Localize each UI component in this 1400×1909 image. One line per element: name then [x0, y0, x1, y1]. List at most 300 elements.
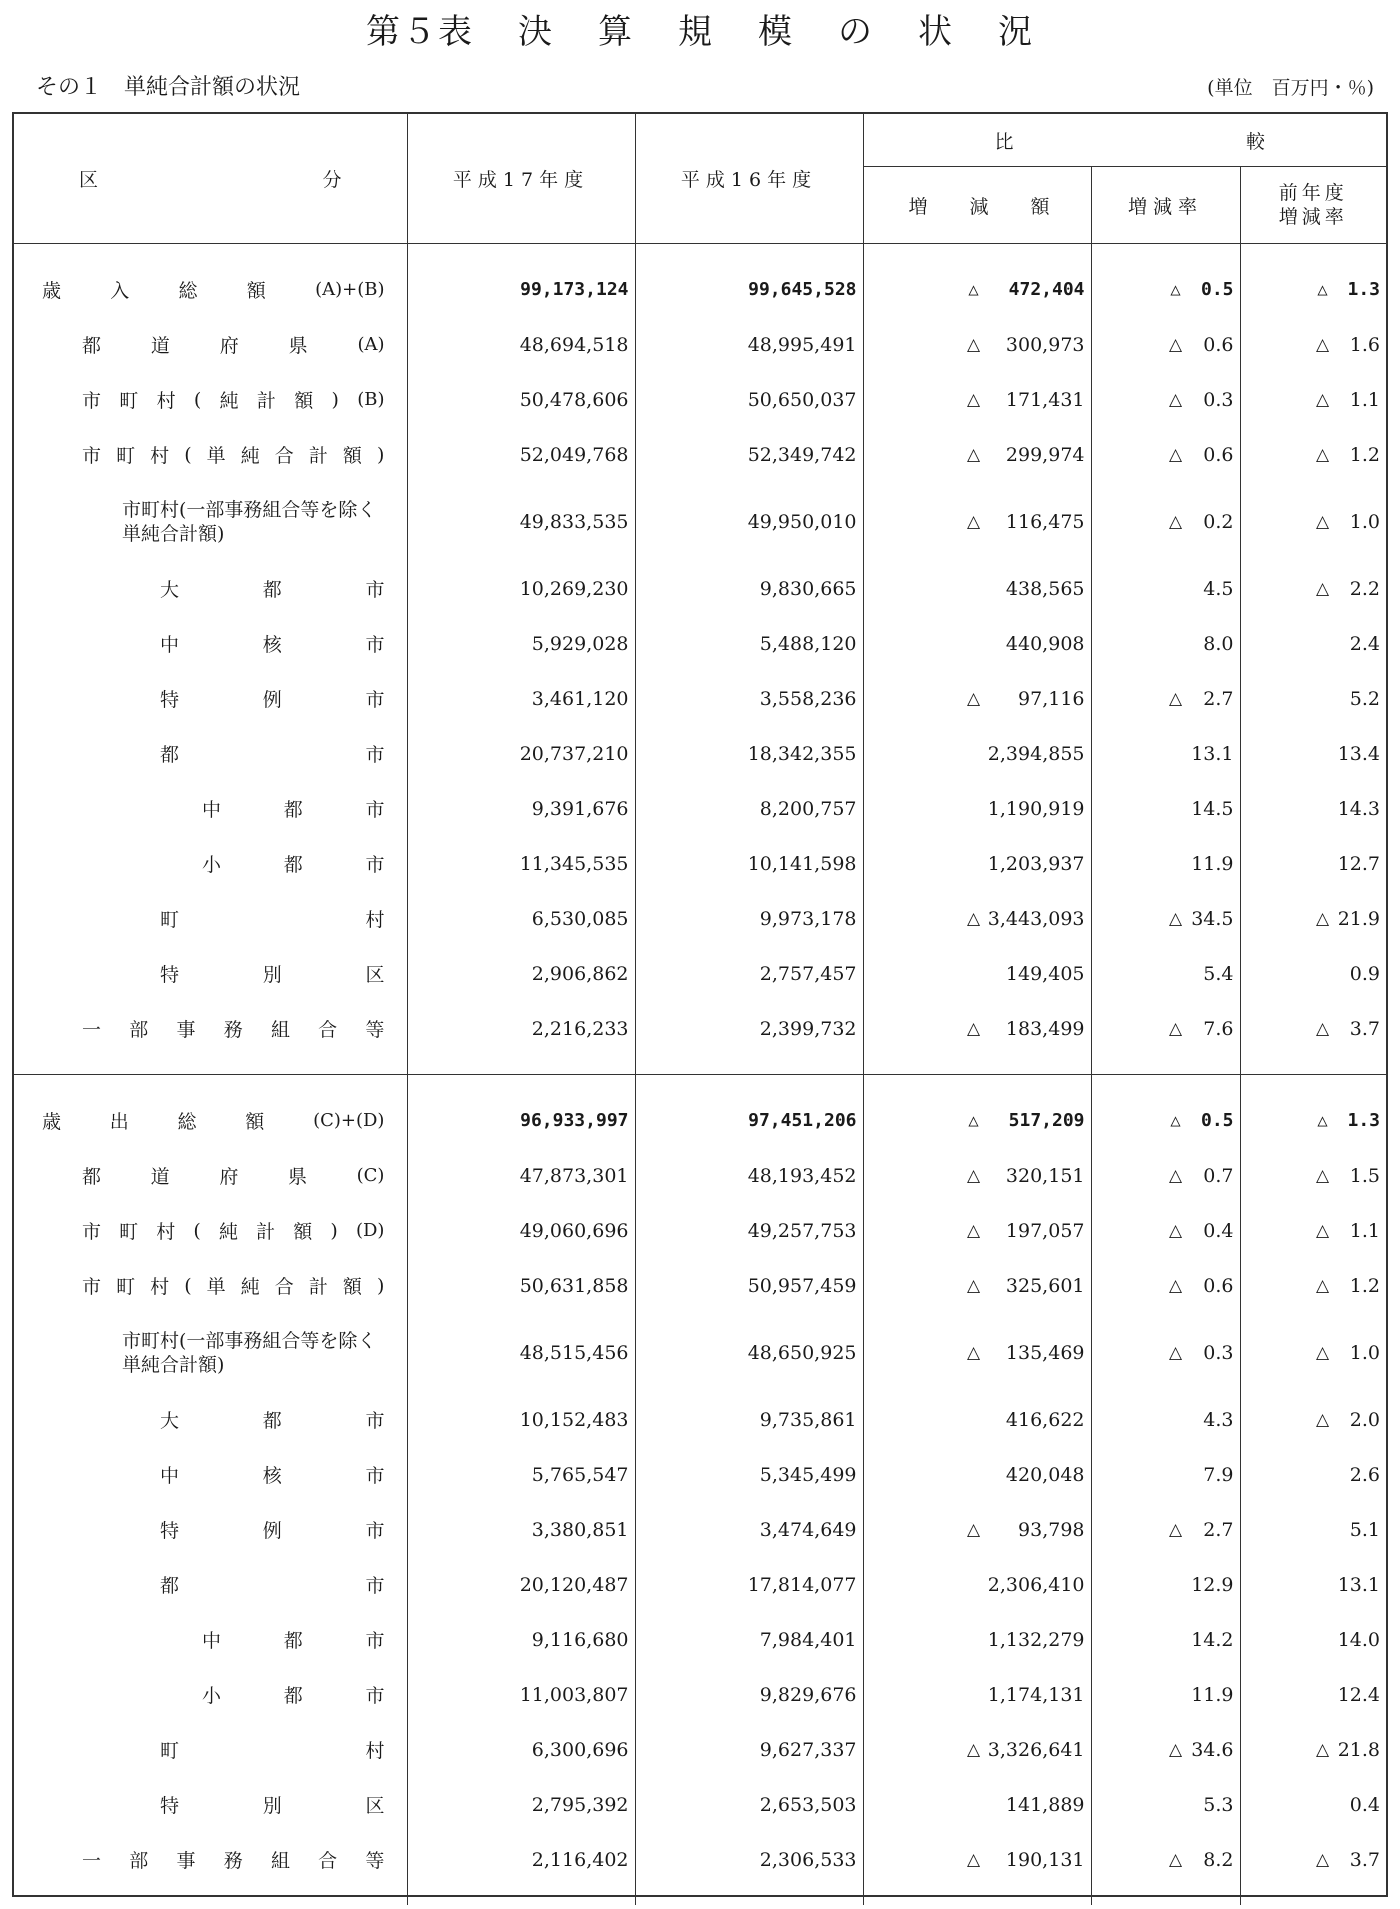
diff-amount [863, 781, 1091, 836]
change-rate-value [1092, 1739, 1240, 1761]
value-h16: 9,627,337 [635, 1722, 863, 1777]
negative-marker: △ [1315, 444, 1330, 465]
change-rate-number: 12.9 [1191, 1573, 1234, 1596]
change-rate-number: 34.5 [1191, 907, 1234, 930]
value-h17: 6,300,696 [407, 1722, 635, 1777]
row-label-text [14, 960, 407, 987]
label-char: 計 [256, 1221, 276, 1243]
diff-amount-number: 97,116 [1018, 687, 1085, 710]
change-rate-value [1092, 578, 1240, 600]
change-rate-number: 4.3 [1203, 1408, 1234, 1431]
row-label-text [14, 740, 407, 767]
prev-change-rate-number: 5.1 [1349, 1518, 1380, 1541]
value-h17: 50,478,606 [407, 372, 635, 427]
label-char: 単 [206, 445, 226, 467]
value-h17: 5,765,547 [407, 1447, 635, 1502]
negative-marker: △ [966, 1519, 981, 1540]
diff-amount [863, 1667, 1091, 1722]
prev-change-rate-number: 13.1 [1337, 1573, 1380, 1596]
change-rate-number: 5.3 [1203, 1793, 1234, 1816]
diff-amount [863, 262, 1091, 317]
diff-amount-number: 320,151 [1005, 1164, 1085, 1187]
prev-change-rate-number: 12.4 [1337, 1683, 1380, 1706]
section-spacer [14, 1075, 1386, 1094]
label-char: 例 [262, 689, 282, 711]
prev-change-rate-value [1241, 1519, 1387, 1541]
change-rate-number: 0.3 [1203, 388, 1234, 411]
value-h17: 10,152,483 [407, 1392, 635, 1447]
prev-change-rate [1240, 1612, 1386, 1667]
change-rate [1091, 1313, 1240, 1392]
change-rate-value [1092, 1519, 1240, 1541]
prev-change-rate [1240, 1447, 1386, 1502]
row-label [14, 1203, 407, 1258]
diff-amount-number: 416,622 [1005, 1408, 1085, 1431]
value-h17: 96,933,997 [407, 1093, 635, 1148]
change-rate [1091, 482, 1240, 561]
label-char: 別 [262, 964, 282, 986]
diff-amount-value [864, 908, 1091, 930]
row-label [14, 1832, 407, 1887]
prev-change-rate [1240, 1001, 1386, 1056]
prev-change-rate-value [1241, 1739, 1387, 1761]
diff-amount-number: 183,499 [1005, 1017, 1085, 1040]
diff-amount-number: 197,057 [1005, 1219, 1085, 1242]
table-body [14, 244, 1386, 1906]
label-char: 都 [82, 335, 102, 357]
row-label-text [14, 1571, 407, 1598]
label-char: 特 [160, 964, 180, 986]
value-h16: 99,645,528 [635, 262, 863, 317]
spacer-cell [1240, 244, 1386, 263]
negative-marker: △ [1315, 1165, 1330, 1186]
label-char: 県 [288, 335, 308, 357]
change-rate [1091, 1557, 1240, 1612]
negative-marker: △ [966, 511, 981, 532]
label-char: 事 [176, 1850, 196, 1872]
header-diff-amount [863, 167, 1091, 244]
table-row [14, 836, 1386, 891]
label-char: 総 [178, 280, 198, 302]
change-rate [1091, 1832, 1240, 1887]
prev-change-rate [1240, 1832, 1386, 1887]
value-h17: 99,173,124 [407, 262, 635, 317]
change-rate [1091, 1392, 1240, 1447]
label-char: ) [330, 1219, 338, 1242]
table-row [14, 317, 1386, 372]
change-rate [1091, 1667, 1240, 1722]
change-rate-number: 14.2 [1191, 1628, 1234, 1651]
table-row [14, 1392, 1386, 1447]
change-rate [1091, 1722, 1240, 1777]
value-h17: 10,269,230 [407, 561, 635, 616]
diff-amount-number: 1,132,279 [987, 1628, 1085, 1651]
label-char: 都 [283, 854, 303, 876]
label-char: 市 [82, 390, 102, 412]
negative-marker: △ [966, 908, 981, 929]
prev-change-rate-value [1241, 578, 1387, 600]
diff-amount [863, 891, 1091, 946]
label-char: 額 [294, 390, 314, 412]
prev-change-rate-number: 0.4 [1349, 1793, 1380, 1816]
negative-marker: △ [1317, 279, 1328, 300]
label-char: 村 [150, 1276, 170, 1298]
prev-change-rate [1240, 781, 1386, 836]
change-rate-value [1092, 688, 1240, 710]
table-row [14, 1832, 1386, 1887]
diff-amount [863, 427, 1091, 482]
row-label-text [14, 441, 407, 468]
title-chars [474, 12, 1034, 52]
negative-marker: △ [1168, 334, 1183, 355]
row-label [14, 1777, 407, 1832]
spacer-cell [635, 1075, 863, 1094]
row-label-text [14, 575, 407, 602]
row-label [14, 946, 407, 1001]
prev-change-rate [1240, 1667, 1386, 1722]
label-char: 道 [150, 335, 170, 357]
table-row [14, 427, 1386, 482]
value-h17: 3,461,120 [407, 671, 635, 726]
header-diff-char-1: 増 [908, 195, 928, 218]
label-char: 務 [223, 1850, 243, 1872]
prev-change-rate-number: 3.7 [1349, 1848, 1380, 1871]
prev-change-rate-value [1241, 1342, 1387, 1364]
prev-change-rate [1240, 1258, 1386, 1313]
row-label [14, 427, 407, 482]
change-rate-value [1092, 1464, 1240, 1486]
prev-change-rate-number: 2.4 [1349, 632, 1380, 655]
label-char: 市 [365, 854, 385, 876]
diff-amount [863, 1832, 1091, 1887]
table-row [14, 671, 1386, 726]
value-h17: 5,929,028 [407, 616, 635, 671]
table-row [14, 781, 1386, 836]
header-change-rate: 増減率 [1091, 167, 1240, 244]
prev-change-rate [1240, 1203, 1386, 1258]
label-char: 純 [240, 1276, 260, 1298]
prev-change-rate-number: 1.6 [1349, 333, 1380, 356]
prev-change-rate-value [1241, 1409, 1387, 1431]
prev-change-rate-value [1241, 743, 1387, 765]
row-label [14, 262, 407, 317]
label-char: 小 [202, 854, 222, 876]
row-label-text [14, 850, 407, 877]
diff-amount-number: 472,404 [1008, 279, 1085, 300]
diff-amount-value [864, 1342, 1091, 1364]
label-char: ) [331, 388, 339, 411]
negative-marker: △ [1168, 444, 1183, 465]
negative-marker: △ [1315, 578, 1330, 599]
prev-change-rate-number: 12.7 [1337, 852, 1380, 875]
label-char: 計 [308, 1276, 328, 1298]
value-h16: 49,950,010 [635, 482, 863, 561]
value-h17: 48,694,518 [407, 317, 635, 372]
diff-amount-value [864, 389, 1091, 411]
label-char: 一 [82, 1019, 102, 1041]
row-label [14, 1447, 407, 1502]
row-label [14, 891, 407, 946]
value-h17: 11,345,535 [407, 836, 635, 891]
row-label-text [14, 1461, 407, 1488]
diff-amount-value [864, 1275, 1091, 1297]
prev-change-rate-value [1241, 798, 1387, 820]
change-rate [1091, 946, 1240, 1001]
diff-amount-number: 1,190,919 [987, 797, 1085, 820]
change-rate-value [1092, 444, 1240, 466]
change-rate [1091, 781, 1240, 836]
diff-amount-value [864, 963, 1091, 985]
prev-change-rate-number: 2.6 [1349, 1463, 1380, 1486]
table-row [14, 482, 1386, 561]
change-rate-number: 4.5 [1203, 577, 1234, 600]
row-label [14, 482, 407, 561]
negative-marker: △ [1315, 1739, 1330, 1760]
change-rate [1091, 1001, 1240, 1056]
value-h16: 49,257,753 [635, 1203, 863, 1258]
diff-amount-value [864, 1629, 1091, 1651]
value-h16: 48,995,491 [635, 317, 863, 372]
label-char: 都 [160, 1575, 180, 1597]
change-rate-value [1092, 1684, 1240, 1706]
label-char: 大 [160, 579, 180, 601]
diff-amount-value [864, 1519, 1091, 1541]
prev-change-rate [1240, 427, 1386, 482]
header-h17: 平成17年度 [407, 114, 635, 244]
label-char: 組 [270, 1019, 290, 1041]
change-rate-value [1092, 1574, 1240, 1596]
spacer-cell [407, 1075, 635, 1094]
table-row [14, 372, 1386, 427]
change-rate-number: 0.4 [1203, 1219, 1234, 1242]
prev-change-rate [1240, 946, 1386, 1001]
title-char: 模 [758, 12, 794, 52]
diff-amount-value [864, 1684, 1091, 1706]
negative-marker: △ [966, 1018, 981, 1039]
change-rate-value [1092, 279, 1240, 300]
negative-marker: △ [1315, 511, 1330, 532]
table-row [14, 1258, 1386, 1313]
change-rate [1091, 1777, 1240, 1832]
prev-change-rate-number: 2.2 [1349, 577, 1380, 600]
diff-amount-value [864, 743, 1091, 765]
change-rate-value [1092, 853, 1240, 875]
diff-amount-number: 420,048 [1005, 1463, 1085, 1486]
change-rate [1091, 836, 1240, 891]
change-rate [1091, 616, 1240, 671]
prev-change-rate-value [1241, 1275, 1387, 1297]
header-kubun-char-2: 分 [322, 169, 342, 191]
spacer-cell [863, 1075, 1091, 1094]
row-label-text [14, 1736, 407, 1763]
value-h17: 9,391,676 [407, 781, 635, 836]
table-row [14, 1667, 1386, 1722]
table-row [14, 1001, 1386, 1056]
change-rate [1091, 1258, 1240, 1313]
row-label-text [14, 1015, 407, 1042]
row-label [14, 1392, 407, 1447]
spacer-cell [1240, 1887, 1386, 1905]
table-row [14, 1447, 1386, 1502]
row-label [14, 1001, 407, 1056]
title-char: 状 [918, 12, 954, 52]
row-label [14, 1502, 407, 1557]
label-char: 区 [365, 964, 385, 986]
diff-amount [863, 1258, 1091, 1313]
header-diff-char-3: 額 [1030, 195, 1050, 218]
row-label-text [14, 1272, 407, 1299]
label-char: 市 [365, 1465, 385, 1487]
spacer-cell [14, 244, 407, 263]
value-h16: 18,342,355 [635, 726, 863, 781]
section-spacer [14, 244, 1386, 263]
row-label-text [14, 905, 407, 932]
diff-amount-number: 1,203,937 [987, 852, 1085, 875]
change-rate-number: 11.9 [1191, 1683, 1234, 1706]
label-char: 出 [109, 1111, 129, 1133]
prev-change-rate-number: 1.0 [1349, 510, 1380, 533]
prev-change-rate [1240, 1722, 1386, 1777]
negative-marker: △ [966, 1220, 981, 1241]
label-char: 村 [150, 445, 170, 467]
negative-marker: △ [1315, 1409, 1330, 1430]
prev-change-rate-number: 14.0 [1337, 1628, 1380, 1651]
value-h17: 49,060,696 [407, 1203, 635, 1258]
header-prev-rate-line-1: 前年度 [1278, 182, 1348, 204]
label-char: 町 [116, 1276, 136, 1298]
label-char: 道 [150, 1166, 170, 1188]
row-label [14, 1313, 407, 1392]
row-label-text [14, 276, 407, 303]
spacer-cell [1091, 244, 1240, 263]
label-char: 市 [365, 634, 385, 656]
label-char: 村 [156, 390, 176, 412]
header-prev-rate [1240, 167, 1386, 244]
spacer-cell [14, 1056, 407, 1075]
diff-amount [863, 372, 1091, 427]
prev-change-rate-number: 21.8 [1337, 1738, 1380, 1761]
prev-change-rate [1240, 1392, 1386, 1447]
label-char: 合 [274, 445, 294, 467]
diff-amount-number: 325,601 [1005, 1274, 1085, 1297]
label-char: 計 [256, 390, 276, 412]
value-h16: 7,984,401 [635, 1612, 863, 1667]
diff-amount [863, 561, 1091, 616]
change-rate-value [1092, 1220, 1240, 1242]
unit-note: (単位 百万円・％) [1207, 77, 1374, 99]
label-char: 中 [160, 634, 180, 656]
label-suffix: (C)+(D) [313, 1110, 385, 1131]
header-comparison-char-1: 比 [994, 130, 1014, 153]
diff-amount-number: 2,306,410 [987, 1573, 1085, 1596]
change-rate-value [1092, 1629, 1240, 1651]
value-h17: 11,003,807 [407, 1667, 635, 1722]
label-char: 中 [160, 1465, 180, 1487]
diff-amount-value [864, 633, 1091, 655]
value-h16: 97,451,206 [635, 1093, 863, 1148]
table-row [14, 1502, 1386, 1557]
prev-change-rate-value [1241, 1629, 1387, 1651]
negative-marker: △ [1168, 1342, 1183, 1363]
value-h17: 9,116,680 [407, 1612, 635, 1667]
negative-marker: △ [1315, 908, 1330, 929]
row-label [14, 561, 407, 616]
prev-change-rate-number: 13.4 [1337, 742, 1380, 765]
value-h16: 17,814,077 [635, 1557, 863, 1612]
label-char: 額 [342, 445, 362, 467]
label-char: 区 [365, 1795, 385, 1817]
value-h17: 20,120,487 [407, 1557, 635, 1612]
diff-amount-number: 93,798 [1018, 1518, 1085, 1541]
negative-marker: △ [1315, 1220, 1330, 1241]
diff-amount [863, 1557, 1091, 1612]
prev-change-rate-number: 21.9 [1337, 907, 1380, 930]
settlement-scale-table [14, 114, 1386, 1905]
diff-amount [863, 1777, 1091, 1832]
negative-marker: △ [1168, 688, 1183, 709]
value-h16: 48,193,452 [635, 1148, 863, 1203]
diff-amount-value [864, 1464, 1091, 1486]
prev-change-rate [1240, 372, 1386, 427]
row-label-text [14, 685, 407, 712]
diff-amount [863, 482, 1091, 561]
label-char: 歳 [42, 1111, 62, 1133]
value-h17: 48,515,456 [407, 1313, 635, 1392]
negative-marker: △ [1170, 1110, 1181, 1131]
label-char: 計 [308, 445, 328, 467]
row-label [14, 1722, 407, 1777]
diff-amount-value [864, 1165, 1091, 1187]
value-h16: 2,653,503 [635, 1777, 863, 1832]
value-h16: 50,650,037 [635, 372, 863, 427]
row-label [14, 317, 407, 372]
header-prev-rate-line-2: 増減率 [1278, 206, 1348, 228]
row-label-text [14, 1626, 407, 1653]
value-h16: 10,141,598 [635, 836, 863, 891]
prev-change-rate-value [1241, 1110, 1387, 1131]
row-label-text: 市町村(一部事務組合等を除く単純合計額) [122, 498, 377, 545]
change-rate-value [1092, 963, 1240, 985]
section-spacer [14, 1056, 1386, 1075]
title-char: 規 [678, 12, 714, 52]
negative-marker: △ [1315, 334, 1330, 355]
diff-amount [863, 726, 1091, 781]
label-char: 市 [82, 1221, 102, 1243]
diff-amount-value [864, 1849, 1091, 1871]
value-h16: 8,200,757 [635, 781, 863, 836]
label-suffix: (A) [357, 334, 385, 355]
label-char: 村 [365, 1740, 385, 1762]
label-suffix: (D) [355, 1220, 385, 1241]
prev-change-rate-value [1241, 389, 1387, 411]
label-char: ( [193, 388, 202, 411]
label-char: 市 [82, 1276, 102, 1298]
label-char: 合 [274, 1276, 294, 1298]
prev-change-rate-value [1241, 444, 1387, 466]
spacer-cell [407, 1887, 635, 1905]
change-rate-number: 0.3 [1203, 1341, 1234, 1364]
row-label [14, 372, 407, 427]
change-rate-value [1092, 1342, 1240, 1364]
prev-change-rate-number: 1.3 [1347, 279, 1380, 300]
negative-marker: △ [966, 1165, 981, 1186]
diff-amount [863, 317, 1091, 372]
diff-amount-number: 135,469 [1005, 1341, 1085, 1364]
negative-marker: △ [1315, 1342, 1330, 1363]
prev-change-rate [1240, 671, 1386, 726]
header-diff-char-2: 減 [969, 195, 989, 218]
label-char: 小 [202, 1685, 222, 1707]
